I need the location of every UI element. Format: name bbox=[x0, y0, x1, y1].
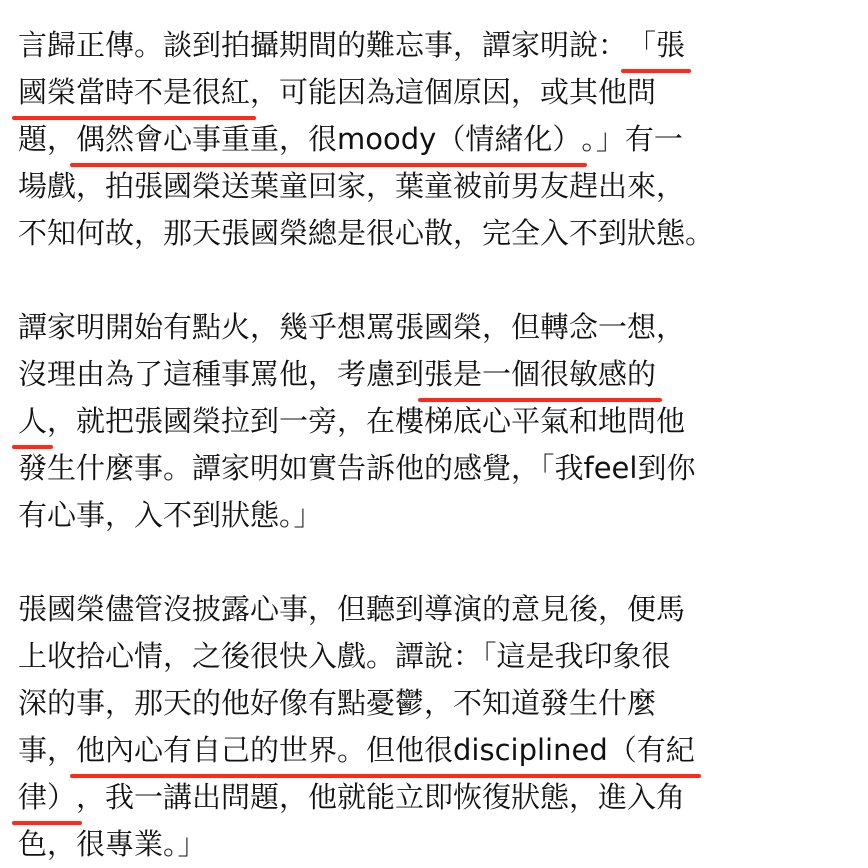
text-line bbox=[18, 69, 858, 116]
text-segment: 有心事，入不到狀態。」 bbox=[18, 498, 323, 532]
text-segment: 沒理由為了這種事罵他，考慮到 bbox=[18, 357, 425, 391]
paragraph-gap bbox=[18, 257, 858, 304]
text-line bbox=[18, 586, 858, 633]
text-segment: 張國榮儘管沒披露心事，但聽到導演的意見後，便馬 bbox=[18, 592, 686, 626]
paragraph-2 bbox=[18, 304, 858, 539]
highlighted-phrase: 國榮當時不是很紅 bbox=[18, 69, 250, 116]
paragraph-gap bbox=[18, 539, 858, 586]
text-line bbox=[18, 398, 858, 445]
highlighted-phrase: 偶然會心事重重，很moody（情緒化） bbox=[76, 116, 581, 163]
text-segment: 發生什麼事。譚家明如實告訴他的感覺，「我feel到你 bbox=[18, 451, 696, 485]
text-segment: 事， bbox=[18, 733, 77, 767]
text-line bbox=[18, 22, 858, 69]
paragraph-3 bbox=[18, 586, 858, 868]
text-segment: 題， bbox=[18, 122, 77, 156]
text-segment: 言歸正傳。談到拍攝期間的難忘事，譚家明說： bbox=[18, 28, 628, 62]
highlighted-phrase: 張是一個很敏感的 bbox=[424, 351, 656, 398]
text-line bbox=[18, 492, 858, 539]
text-segment: 上收拾心情，之後很快入戲。譚說：「這是我印象很 bbox=[18, 639, 671, 673]
highlighted-phrase: 律） bbox=[18, 774, 76, 821]
text-segment: ，可能因為這個原因，或其他問 bbox=[250, 75, 657, 109]
text-segment: 。」有一 bbox=[581, 122, 683, 156]
highlighted-phrase: 人 bbox=[18, 398, 47, 445]
text-line bbox=[18, 727, 858, 774]
text-line bbox=[18, 116, 858, 163]
highlighted-phrase: 他內心有自己的世界。但他很disciplined（有紀 bbox=[76, 727, 695, 774]
article-body bbox=[18, 22, 858, 868]
text-segment: 深的事，那天的他好像有點憂鬱，不知道發生什麼 bbox=[18, 686, 657, 720]
text-line bbox=[18, 445, 858, 492]
text-line bbox=[18, 633, 858, 680]
text-line bbox=[18, 210, 858, 257]
text-line bbox=[18, 821, 858, 868]
text-line bbox=[18, 351, 858, 398]
text-segment: 場戲，拍張國榮送葉童回家，葉童被前男友趕出來， bbox=[18, 169, 686, 203]
text-line bbox=[18, 680, 858, 727]
text-line bbox=[18, 163, 858, 210]
text-line bbox=[18, 304, 858, 351]
highlighted-phrase: 「張 bbox=[627, 22, 685, 69]
text-segment: ，我一講出問題，他就能立即恢復狀態，進入角 bbox=[76, 780, 686, 814]
text-line bbox=[18, 774, 858, 821]
text-segment: ，就把張國榮拉到一旁，在樓梯底心平氣和地問他 bbox=[47, 404, 686, 438]
paragraph-1 bbox=[18, 22, 858, 257]
text-segment: 色，很專業。」 bbox=[18, 827, 207, 861]
text-segment: 不知何故，那天張國榮總是很心散，完全入不到狀態。 bbox=[18, 216, 715, 250]
text-segment: 譚家明開始有點火，幾乎想罵張國榮，但轉念一想， bbox=[18, 310, 686, 344]
